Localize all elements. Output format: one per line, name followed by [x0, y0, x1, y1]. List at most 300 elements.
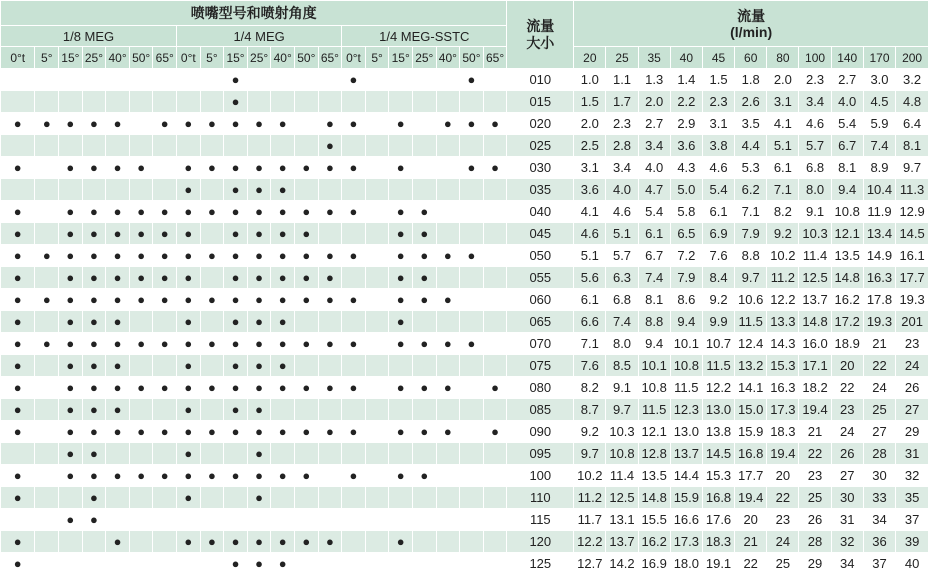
availability-empty — [224, 135, 248, 157]
angle-header: 5° — [365, 47, 389, 69]
availability-dot: ● — [342, 245, 366, 267]
flow-cell: 14.2 — [606, 553, 638, 575]
availability-empty — [177, 509, 201, 531]
flow-cell: 13.0 — [702, 399, 734, 421]
availability-dot: ● — [247, 245, 271, 267]
flow-cell: 6.9 — [702, 223, 734, 245]
flow-cell: 12.4 — [735, 333, 767, 355]
availability-empty — [318, 91, 342, 113]
availability-dot: ● — [200, 465, 224, 487]
flow-cell: 7.1 — [735, 201, 767, 223]
availability-empty — [436, 553, 460, 575]
availability-empty — [200, 179, 224, 201]
availability-empty — [412, 531, 436, 553]
flow-cell: 6.7 — [831, 135, 863, 157]
availability-dot: ● — [342, 157, 366, 179]
availability-dot: ● — [82, 311, 106, 333]
availability-empty — [342, 553, 366, 575]
availability-dot: ● — [177, 267, 201, 289]
table-row — [1, 223, 929, 245]
availability-empty — [483, 245, 507, 267]
availability-dot: ● — [271, 179, 295, 201]
availability-empty — [106, 487, 130, 509]
availability-empty — [1, 509, 35, 531]
availability-dot: ● — [59, 377, 83, 399]
header-row-angles — [1, 47, 929, 69]
availability-dot: ● — [271, 311, 295, 333]
availability-dot: ● — [412, 421, 436, 443]
table-row — [1, 135, 929, 157]
availability-dot: ● — [247, 267, 271, 289]
availability-dot: ● — [153, 113, 177, 135]
availability-dot: ● — [35, 245, 59, 267]
flow-cell: 3.6 — [574, 179, 606, 201]
flow-cell: 7.6 — [702, 245, 734, 267]
flow-cell: 13.7 — [606, 531, 638, 553]
flow-cell: 5.3 — [735, 157, 767, 179]
flow-cell: 3.1 — [767, 91, 799, 113]
flow-cell: 18.9 — [831, 333, 863, 355]
availability-empty — [247, 91, 271, 113]
availability-empty — [224, 487, 248, 509]
flow-cell: 3.0 — [863, 69, 895, 91]
availability-dot: ● — [153, 223, 177, 245]
flow-cell: 10.2 — [767, 245, 799, 267]
flow-cell: 9.2 — [574, 421, 606, 443]
flow-cell: 14.8 — [799, 311, 831, 333]
availability-dot: ● — [106, 531, 130, 553]
availability-empty — [412, 399, 436, 421]
availability-dot: ● — [318, 135, 342, 157]
flow-cell: 22 — [767, 487, 799, 509]
flow-cell: 13.4 — [863, 223, 895, 245]
availability-dot: ● — [224, 245, 248, 267]
availability-dot: ● — [412, 333, 436, 355]
availability-dot: ● — [129, 421, 153, 443]
availability-empty — [129, 179, 153, 201]
availability-empty — [412, 553, 436, 575]
angle-header: 50° — [295, 47, 319, 69]
availability-dot: ● — [247, 399, 271, 421]
availability-empty — [271, 69, 295, 91]
availability-dot: ● — [177, 355, 201, 377]
availability-dot: ● — [129, 157, 153, 179]
availability-empty — [389, 553, 413, 575]
angle-header: 40° — [436, 47, 460, 69]
flow-cell: 19.1 — [702, 553, 734, 575]
availability-dot: ● — [82, 223, 106, 245]
size-cell: 120 — [507, 531, 574, 553]
availability-dot: ● — [247, 201, 271, 223]
flow-cell: 8.8 — [638, 311, 670, 333]
size-cell: 025 — [507, 135, 574, 157]
availability-empty — [483, 69, 507, 91]
flow-cell: 11.3 — [896, 179, 929, 201]
availability-empty — [436, 509, 460, 531]
availability-dot: ● — [1, 399, 35, 421]
availability-empty — [35, 465, 59, 487]
availability-empty — [200, 267, 224, 289]
availability-dot: ● — [483, 113, 507, 135]
flow-cell: 28 — [863, 443, 895, 465]
availability-dot: ● — [106, 399, 130, 421]
availability-empty — [483, 399, 507, 421]
availability-empty — [483, 553, 507, 575]
availability-dot: ● — [224, 333, 248, 355]
availability-empty — [436, 91, 460, 113]
availability-empty — [483, 487, 507, 509]
flow-cell: 21 — [735, 531, 767, 553]
flow-cell: 9.7 — [896, 157, 929, 179]
availability-empty — [271, 91, 295, 113]
availability-dot: ● — [389, 223, 413, 245]
flow-cell: 28 — [799, 531, 831, 553]
availability-dot: ● — [82, 113, 106, 135]
availability-dot: ● — [271, 267, 295, 289]
flow-cell: 19.4 — [799, 399, 831, 421]
availability-empty — [129, 135, 153, 157]
availability-empty — [129, 113, 153, 135]
flow-cell: 12.2 — [767, 289, 799, 311]
availability-dot: ● — [342, 289, 366, 311]
flow-cell: 13.3 — [767, 311, 799, 333]
flow-cell: 10.2 — [574, 465, 606, 487]
availability-dot: ● — [129, 223, 153, 245]
size-cell: 095 — [507, 443, 574, 465]
flow-cell: 7.1 — [767, 179, 799, 201]
flow-cell: 8.1 — [638, 289, 670, 311]
flow-cell: 8.5 — [606, 355, 638, 377]
availability-empty — [412, 355, 436, 377]
flow-cell: 8.2 — [767, 201, 799, 223]
angle-header: 40° — [271, 47, 295, 69]
availability-dot: ● — [177, 201, 201, 223]
availability-dot: ● — [295, 377, 319, 399]
availability-empty — [177, 69, 201, 91]
availability-empty — [200, 399, 224, 421]
flow-cell: 13.0 — [670, 421, 702, 443]
availability-dot: ● — [224, 223, 248, 245]
flow-cell: 3.1 — [702, 113, 734, 135]
flow-cell: 12.7 — [574, 553, 606, 575]
availability-empty — [271, 443, 295, 465]
availability-dot: ● — [436, 377, 460, 399]
availability-dot: ● — [271, 465, 295, 487]
availability-dot: ● — [342, 201, 366, 223]
flow-cell: 7.9 — [735, 223, 767, 245]
flow-cell: 4.8 — [896, 91, 929, 113]
flow-cell: 6.3 — [606, 267, 638, 289]
flow-cell: 16.3 — [767, 377, 799, 399]
availability-dot: ● — [295, 267, 319, 289]
availability-dot: ● — [106, 245, 130, 267]
availability-empty — [412, 157, 436, 179]
availability-empty — [460, 509, 484, 531]
availability-empty — [389, 443, 413, 465]
size-cell: 115 — [507, 509, 574, 531]
flow-cell: 19.4 — [735, 487, 767, 509]
availability-empty — [129, 91, 153, 113]
flow-cell: 3.2 — [896, 69, 929, 91]
availability-empty — [82, 179, 106, 201]
availability-empty — [460, 289, 484, 311]
availability-empty — [271, 135, 295, 157]
availability-empty — [412, 69, 436, 91]
availability-dot: ● — [247, 223, 271, 245]
angle-header: 15° — [59, 47, 83, 69]
flow-cell: 17.6 — [702, 509, 734, 531]
availability-dot: ● — [389, 245, 413, 267]
flow-cell: 201 — [896, 311, 929, 333]
availability-dot: ● — [1, 113, 35, 135]
flow-cell: 9.9 — [702, 311, 734, 333]
flow-cell: 6.1 — [574, 289, 606, 311]
availability-dot: ● — [224, 91, 248, 113]
flow-cell: 14.4 — [670, 465, 702, 487]
availability-dot: ● — [1, 245, 35, 267]
size-cell: 040 — [507, 201, 574, 223]
availability-empty — [224, 509, 248, 531]
angle-header: 50° — [129, 47, 153, 69]
flow-cell: 35 — [896, 487, 929, 509]
availability-empty — [389, 399, 413, 421]
flow-cell: 10.8 — [831, 201, 863, 223]
flow-cell: 12.5 — [606, 487, 638, 509]
availability-dot: ● — [106, 377, 130, 399]
flow-cell: 23 — [831, 399, 863, 421]
flow-cell: 2.2 — [670, 91, 702, 113]
availability-empty — [200, 443, 224, 465]
table-row — [1, 421, 929, 443]
availability-dot: ● — [129, 201, 153, 223]
availability-dot: ● — [247, 179, 271, 201]
availability-empty — [153, 487, 177, 509]
availability-empty — [35, 69, 59, 91]
availability-empty — [295, 179, 319, 201]
flow-cell: 14.9 — [863, 245, 895, 267]
table-row — [1, 443, 929, 465]
availability-dot: ● — [59, 157, 83, 179]
table-row — [1, 553, 929, 575]
flow-cell: 1.3 — [638, 69, 670, 91]
flow-cell: 21 — [863, 333, 895, 355]
availability-dot: ● — [59, 311, 83, 333]
flow-cell: 25 — [863, 399, 895, 421]
availability-empty — [35, 157, 59, 179]
availability-empty — [365, 487, 389, 509]
availability-dot: ● — [436, 289, 460, 311]
flow-cell: 12.2 — [702, 377, 734, 399]
availability-dot: ● — [460, 157, 484, 179]
availability-empty — [342, 509, 366, 531]
flow-cell: 7.1 — [574, 333, 606, 355]
availability-dot: ● — [436, 333, 460, 355]
availability-empty — [365, 443, 389, 465]
flow-cell: 8.4 — [702, 267, 734, 289]
availability-dot: ● — [1, 421, 35, 443]
availability-dot: ● — [177, 289, 201, 311]
availability-empty — [59, 91, 83, 113]
availability-dot: ● — [1, 201, 35, 223]
availability-empty — [483, 311, 507, 333]
flow-cell: 24 — [896, 355, 929, 377]
flow-cell: 11.5 — [735, 311, 767, 333]
availability-dot: ● — [59, 223, 83, 245]
availability-empty — [247, 509, 271, 531]
availability-empty — [412, 135, 436, 157]
availability-empty — [436, 443, 460, 465]
flow-cell: 13.7 — [670, 443, 702, 465]
availability-dot: ● — [224, 311, 248, 333]
availability-empty — [436, 223, 460, 245]
availability-empty — [35, 553, 59, 575]
flow-cell: 8.0 — [606, 333, 638, 355]
availability-empty — [35, 355, 59, 377]
availability-dot: ● — [153, 267, 177, 289]
availability-dot: ● — [1, 487, 35, 509]
flow-cell: 29 — [896, 421, 929, 443]
header-row-1 — [1, 1, 929, 26]
availability-empty — [35, 201, 59, 223]
flow-cell: 6.1 — [702, 201, 734, 223]
flow-column-header: 140 — [831, 47, 863, 69]
availability-dot: ● — [106, 201, 130, 223]
availability-empty — [247, 69, 271, 91]
availability-empty — [460, 179, 484, 201]
availability-dot: ● — [200, 245, 224, 267]
flow-cell: 13.2 — [735, 355, 767, 377]
availability-dot: ● — [412, 245, 436, 267]
availability-empty — [365, 377, 389, 399]
availability-empty — [460, 465, 484, 487]
availability-dot: ● — [177, 421, 201, 443]
availability-empty — [460, 553, 484, 575]
flow-cell: 6.6 — [574, 311, 606, 333]
availability-dot: ● — [106, 267, 130, 289]
availability-empty — [153, 179, 177, 201]
availability-dot: ● — [295, 201, 319, 223]
availability-dot: ● — [82, 333, 106, 355]
availability-dot: ● — [177, 245, 201, 267]
availability-dot: ● — [224, 399, 248, 421]
availability-empty — [389, 91, 413, 113]
flow-cell: 14.8 — [831, 267, 863, 289]
angle-header: 25° — [412, 47, 436, 69]
availability-dot: ● — [224, 465, 248, 487]
availability-empty — [177, 553, 201, 575]
size-cell: 110 — [507, 487, 574, 509]
availability-empty — [318, 311, 342, 333]
table-row — [1, 509, 929, 531]
flow-cell: 7.6 — [574, 355, 606, 377]
availability-dot: ● — [106, 421, 130, 443]
flow-cell: 8.2 — [574, 377, 606, 399]
flow-cell: 17.8 — [863, 289, 895, 311]
flow-cell: 15.9 — [670, 487, 702, 509]
availability-empty — [295, 91, 319, 113]
availability-empty — [365, 157, 389, 179]
availability-empty — [1, 69, 35, 91]
availability-dot: ● — [82, 377, 106, 399]
availability-empty — [153, 135, 177, 157]
availability-empty — [153, 69, 177, 91]
availability-empty — [342, 179, 366, 201]
availability-dot: ● — [200, 531, 224, 553]
availability-dot: ● — [389, 157, 413, 179]
flow-title — [574, 1, 929, 47]
flow-cell: 6.1 — [767, 157, 799, 179]
availability-empty — [389, 179, 413, 201]
availability-empty — [106, 135, 130, 157]
flow-cell: 16.9 — [638, 553, 670, 575]
size-cell: 055 — [507, 267, 574, 289]
availability-empty — [460, 399, 484, 421]
availability-empty — [436, 465, 460, 487]
availability-dot: ● — [82, 355, 106, 377]
availability-empty — [82, 91, 106, 113]
availability-dot: ● — [483, 421, 507, 443]
flow-cell: 25 — [799, 487, 831, 509]
availability-dot: ● — [200, 421, 224, 443]
availability-dot: ● — [200, 113, 224, 135]
flow-cell: 17.3 — [670, 531, 702, 553]
size-cell: 015 — [507, 91, 574, 113]
flow-cell: 14.1 — [735, 377, 767, 399]
flow-cell: 11.7 — [574, 509, 606, 531]
availability-empty — [483, 509, 507, 531]
flow-cell: 34 — [831, 553, 863, 575]
flow-cell: 17.7 — [896, 267, 929, 289]
availability-dot: ● — [295, 289, 319, 311]
availability-empty — [483, 289, 507, 311]
flow-cell: 1.5 — [702, 69, 734, 91]
availability-empty — [460, 443, 484, 465]
availability-empty — [153, 311, 177, 333]
availability-dot: ● — [224, 553, 248, 575]
flow-cell: 7.9 — [670, 267, 702, 289]
flow-cell: 12.8 — [638, 443, 670, 465]
availability-empty — [59, 135, 83, 157]
availability-dot: ● — [342, 377, 366, 399]
availability-empty — [318, 443, 342, 465]
flow-cell: 23 — [896, 333, 929, 355]
availability-dot: ● — [271, 421, 295, 443]
flow-cell: 2.0 — [767, 69, 799, 91]
flow-cell: 19.3 — [896, 289, 929, 311]
table-row — [1, 487, 929, 509]
flow-cell: 3.8 — [702, 135, 734, 157]
availability-empty — [412, 113, 436, 135]
flow-cell: 5.1 — [767, 135, 799, 157]
flow-column-header: 20 — [574, 47, 606, 69]
availability-empty — [271, 509, 295, 531]
flow-cell: 1.1 — [606, 69, 638, 91]
availability-empty — [365, 399, 389, 421]
flow-cell: 16.2 — [638, 531, 670, 553]
table-row — [1, 355, 929, 377]
availability-dot: ● — [247, 157, 271, 179]
flow-cell: 9.2 — [767, 223, 799, 245]
availability-empty — [153, 157, 177, 179]
availability-dot: ● — [224, 157, 248, 179]
availability-dot: ● — [224, 69, 248, 91]
availability-dot: ● — [318, 289, 342, 311]
availability-empty — [460, 223, 484, 245]
availability-dot: ● — [389, 377, 413, 399]
availability-dot: ● — [460, 333, 484, 355]
flow-cell: 4.3 — [670, 157, 702, 179]
flow-cell: 5.8 — [670, 201, 702, 223]
